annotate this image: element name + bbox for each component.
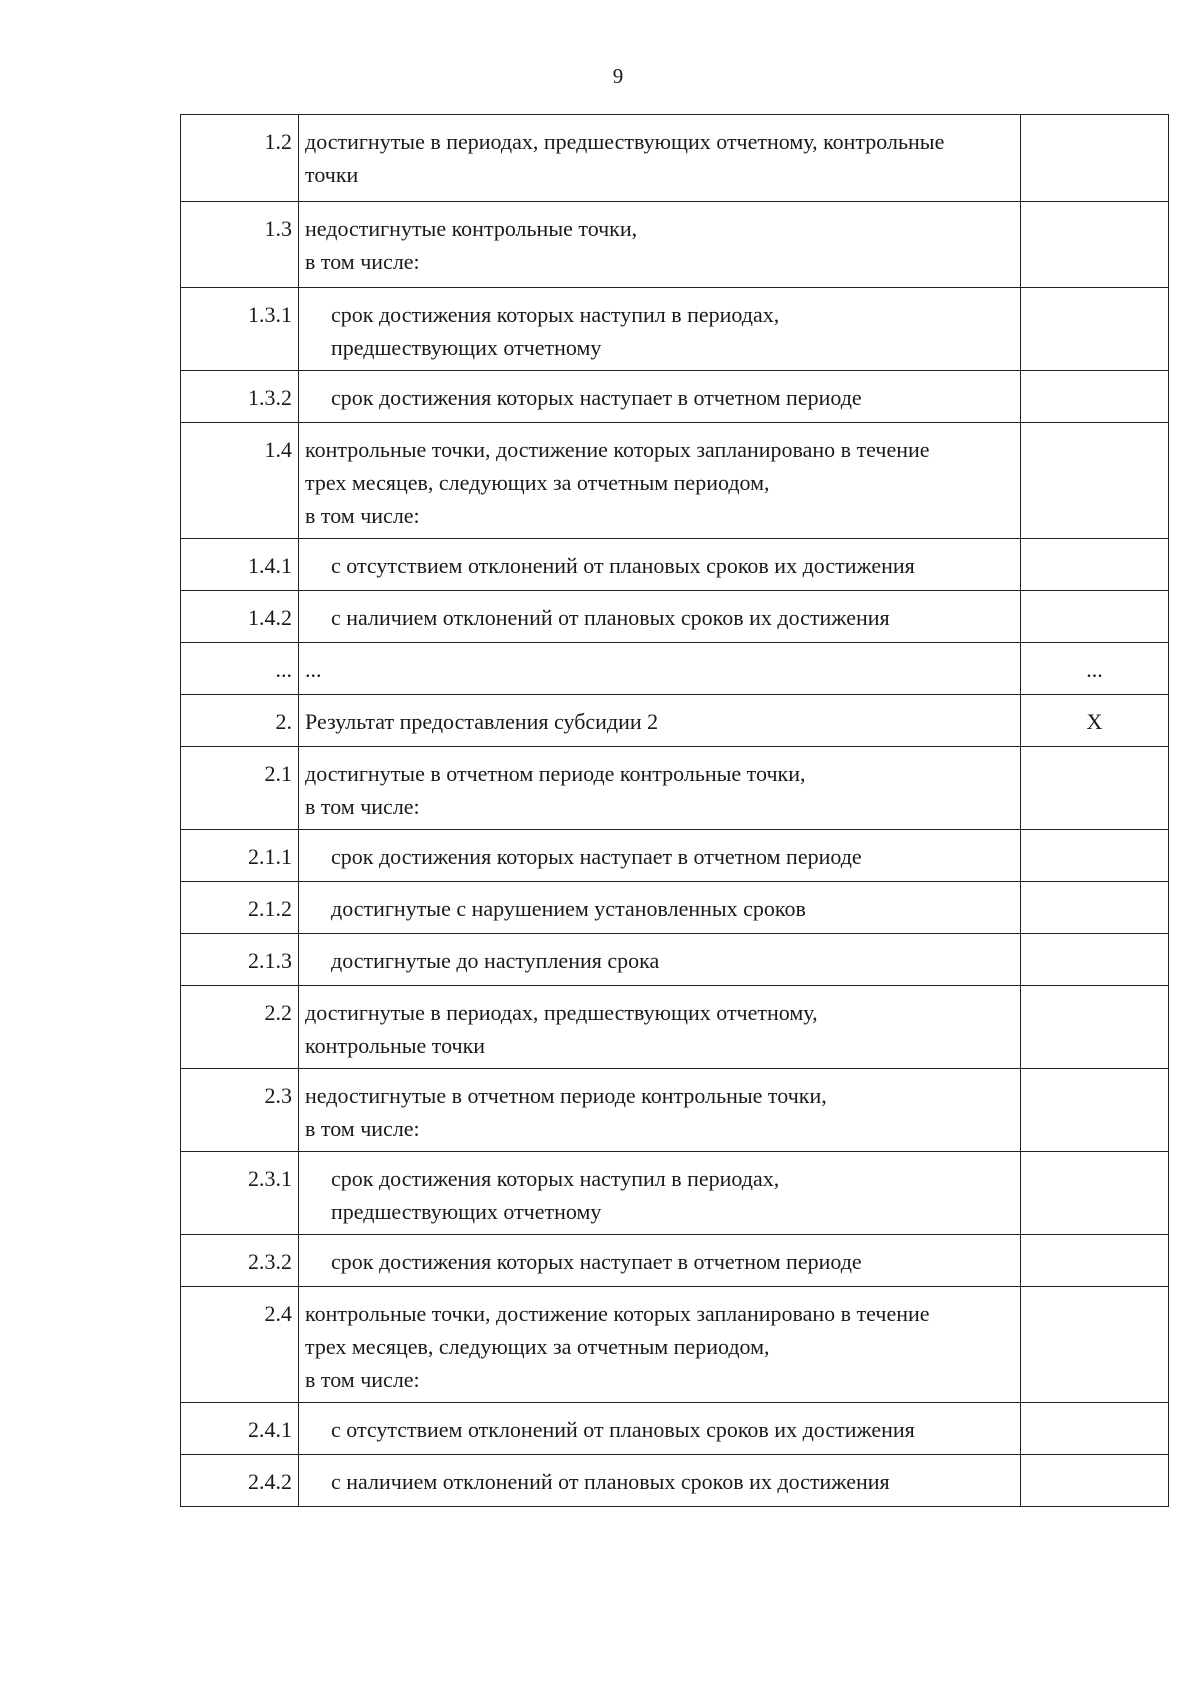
- row-description: [299, 643, 1021, 695]
- row-description-line: достигнутые до наступления срока: [331, 948, 660, 973]
- row-description: [299, 539, 1021, 591]
- row-description-line: контрольные точки: [305, 1033, 486, 1058]
- table-row: [181, 882, 1169, 934]
- row-description: [299, 1403, 1021, 1455]
- row-description: [299, 423, 1021, 539]
- report-table-body: [181, 115, 1169, 1507]
- table-row: [181, 1069, 1169, 1152]
- row-description: [299, 1235, 1021, 1287]
- row-description-line: точки: [305, 162, 359, 187]
- report-table: [180, 114, 1169, 1507]
- table-row: [181, 539, 1169, 591]
- table-row: [181, 202, 1169, 288]
- table-row: [181, 115, 1169, 202]
- row-description-line: Результат предоставления субсидии 2: [305, 709, 659, 734]
- row-value: [1021, 1455, 1169, 1507]
- row-description: [299, 1455, 1021, 1507]
- row-description-line: в том числе:: [305, 503, 420, 528]
- row-description: [299, 934, 1021, 986]
- row-description-line: срок достижения которых наступает в отчетном периоде: [331, 385, 862, 410]
- row-description: [299, 1069, 1021, 1152]
- row-number: 2.1.1: [181, 830, 299, 882]
- row-description-line: трех месяцев, следующих за отчетным периодом,: [305, 1334, 770, 1359]
- row-description-line: с наличием отклонений от плановых сроков их достижения: [331, 605, 890, 630]
- row-description-line: достигнутые в периодах, предшествующих отчетному, контрольные: [305, 129, 945, 154]
- row-number: 2.4: [181, 1287, 299, 1403]
- table-row: [181, 986, 1169, 1069]
- row-description: [299, 288, 1021, 371]
- row-value: [1021, 934, 1169, 986]
- row-description-line: контрольные точки, достижение которых запланировано в течение: [305, 437, 930, 462]
- row-value: X: [1021, 695, 1169, 747]
- row-value: [1021, 539, 1169, 591]
- row-description-line: с отсутствием отклонений от плановых сроков их достижения: [331, 553, 915, 578]
- row-description: [299, 830, 1021, 882]
- table-row: [181, 747, 1169, 830]
- row-value: [1021, 591, 1169, 643]
- row-description-line: предшествующих отчетному: [331, 1199, 602, 1224]
- row-description-line: срок достижения которых наступил в периодах,: [331, 1166, 780, 1191]
- row-number: 1.3: [181, 202, 299, 288]
- row-number: 2.2: [181, 986, 299, 1069]
- row-description: [299, 591, 1021, 643]
- row-number: 1.4.1: [181, 539, 299, 591]
- table-row: [181, 1287, 1169, 1403]
- row-description: [299, 747, 1021, 830]
- row-value: [1021, 747, 1169, 830]
- row-number: 2.: [181, 695, 299, 747]
- row-number: 2.3.2: [181, 1235, 299, 1287]
- row-number: 2.3.1: [181, 1152, 299, 1235]
- row-description-line: в том числе:: [305, 1116, 420, 1141]
- row-value: [1021, 882, 1169, 934]
- table-row: [181, 1403, 1169, 1455]
- row-description-line: с отсутствием отклонений от плановых сроков их достижения: [331, 1417, 915, 1442]
- row-description-line: с наличием отклонений от плановых сроков их достижения: [331, 1469, 890, 1494]
- row-description: [299, 986, 1021, 1069]
- row-description-line: достигнутые с нарушением установленных сроков: [331, 896, 806, 921]
- row-number: 1.3.1: [181, 288, 299, 371]
- row-description-line: срок достижения которых наступил в периодах,: [331, 302, 780, 327]
- row-number: 1.4.2: [181, 591, 299, 643]
- row-value: [1021, 1069, 1169, 1152]
- row-description-line: предшествующих отчетному: [331, 335, 602, 360]
- row-number: 1.4: [181, 423, 299, 539]
- row-description-line: срок достижения которых наступает в отчетном периоде: [331, 844, 862, 869]
- row-description: [299, 1152, 1021, 1235]
- row-value: [1021, 1235, 1169, 1287]
- row-number: 1.3.2: [181, 371, 299, 423]
- row-value: [1021, 371, 1169, 423]
- table-row: [181, 1235, 1169, 1287]
- row-description-line: в том числе:: [305, 794, 420, 819]
- row-number: 2.1.2: [181, 882, 299, 934]
- table-row: [181, 1152, 1169, 1235]
- row-description-line: в том числе:: [305, 249, 420, 274]
- table-row: [181, 934, 1169, 986]
- row-value: [1021, 830, 1169, 882]
- table-row: [181, 591, 1169, 643]
- row-description-line: контрольные точки, достижение которых запланировано в течение: [305, 1301, 930, 1326]
- row-description: [299, 115, 1021, 202]
- row-description-line: достигнутые в отчетном периоде контрольные точки,: [305, 761, 806, 786]
- table-row: [181, 288, 1169, 371]
- row-number: 2.1: [181, 747, 299, 830]
- row-description-line: недостигнутые в отчетном периоде контрольные точки,: [305, 1083, 827, 1108]
- row-description-line: срок достижения которых наступает в отчетном периоде: [331, 1249, 862, 1274]
- row-value: [1021, 115, 1169, 202]
- row-value: ...: [1021, 643, 1169, 695]
- page-number: 9: [612, 64, 624, 88]
- table-row: [181, 1455, 1169, 1507]
- table-row: [181, 695, 1169, 747]
- row-description: [299, 695, 1021, 747]
- table-row: [181, 423, 1169, 539]
- row-description: [299, 1287, 1021, 1403]
- row-value: [1021, 202, 1169, 288]
- row-description-line: ...: [305, 657, 322, 682]
- row-value: [1021, 423, 1169, 539]
- row-description-line: трех месяцев, следующих за отчетным периодом,: [305, 470, 770, 495]
- row-value: [1021, 1152, 1169, 1235]
- row-number: 1.2: [181, 115, 299, 202]
- row-description: [299, 882, 1021, 934]
- row-description-line: в том числе:: [305, 1367, 420, 1392]
- row-description: [299, 371, 1021, 423]
- row-description-line: недостигнутые контрольные точки,: [305, 216, 638, 241]
- row-number: 2.1.3: [181, 934, 299, 986]
- row-number: ...: [181, 643, 299, 695]
- row-value: [1021, 288, 1169, 371]
- row-number: 2.3: [181, 1069, 299, 1152]
- row-number: 2.4.1: [181, 1403, 299, 1455]
- table-row: [181, 371, 1169, 423]
- table-row: [181, 830, 1169, 882]
- table-row: [181, 643, 1169, 695]
- row-description-line: достигнутые в периодах, предшествующих отчетному,: [305, 1000, 818, 1025]
- row-value: [1021, 986, 1169, 1069]
- row-value: [1021, 1403, 1169, 1455]
- row-value: [1021, 1287, 1169, 1403]
- row-number: 2.4.2: [181, 1455, 299, 1507]
- row-description: [299, 202, 1021, 288]
